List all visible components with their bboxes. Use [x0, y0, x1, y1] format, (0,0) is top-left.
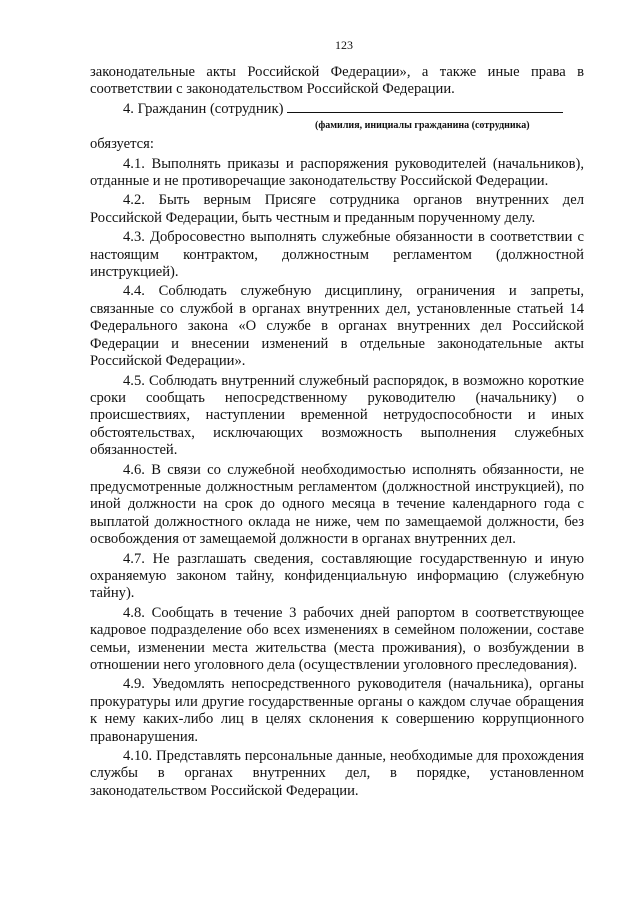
clause-4-6: 4.6. В связи со служебной необходимостью исполнять обязанности, не предусмотренные должностным регламентом (должностной инструкцией), по иной должности на срок до одного месяца в течение календарного года с выплатой должностного оклада не ниже, чем по замещаемой должности, без освобождения от замещаемой должности в органах внутренних дел. [90, 461, 584, 548]
intro-paragraph: законодательные акты Российской Федерации», а также иные права в соответствии с законодательством Российской Федерации. [90, 64, 584, 98]
clause-4-8: 4.8. Сообщать в течение 3 рабочих дней рапортом в соответствующее кадровое подразделение обо всех изменениях в семейном положении, составе семьи, изменении места жительства (места проживания), о возбуждении в отношении него уголовного дела (осуществлении уголовного преследования). [90, 604, 584, 673]
clause-4-3: 4.3. Добросовестно выполнять служебные обязанности в соответствии с настоящим контрактом, должностным регламентом (должностной инструкцией). [90, 229, 584, 281]
clause-4-2: 4.2. Быть верным Присяге сотрудника органов внутренних дел Российской Федерации, быть честным и преданным порученному делу. [90, 192, 584, 226]
page-number: 123 [335, 38, 353, 52]
citizen-line [90, 99, 584, 118]
citizen-name-blank [287, 99, 563, 113]
clause-4-1: 4.1. Выполнять приказы и распоряжения руководителей (начальников), отданные и не противоречащие законодательству Российской Федерации. [90, 155, 584, 190]
clause-4-10: 4.10. Представлять персональные данные, необходимые для прохождения службы в органах внутренних дел, в порядке, установленном законодательством Российской Федерации. [90, 748, 584, 799]
citizen-label: 4. Гражданин (сотрудник) [123, 100, 284, 117]
obliges-text: обязуется: [90, 136, 154, 153]
clause-4-7: 4.7. Не разглашать сведения, составляющие государственную и иную охраняемую законом тайну, конфиденциальную информацию (служебную тайну). [90, 550, 584, 602]
citizen-caption: (фамилия, инициалы гражданина (сотрудника) [315, 120, 530, 132]
clause-4-9: 4.9. Уведомлять непосредственного руководителя (начальника), органы прокуратуры или другие государственные органы о каждом случае обращения к нему каких-либо лиц в целях склонения к совершению коррупционного правонарушения. [90, 676, 584, 745]
clause-4-4: 4.4. Соблюдать служебную дисциплину, ограничения и запреты, связанные со службой в органах внутренних дел, установленные статьей 14 Федерального закона «О службе в органах внутренних дел Российской Федерации и внесении изменений в отдельные законодательные акты Российской Федерации». [90, 283, 584, 370]
clause-4-5: 4.5. Соблюдать внутренний служебный распорядок, в возможно короткие сроки сообщать непосредственному руководителю (начальнику) о происшествиях, наступлении временной нетрудоспособности и иных обстоятельствах, исключающих возможность выполнения служебных обязанностей. [90, 372, 584, 459]
